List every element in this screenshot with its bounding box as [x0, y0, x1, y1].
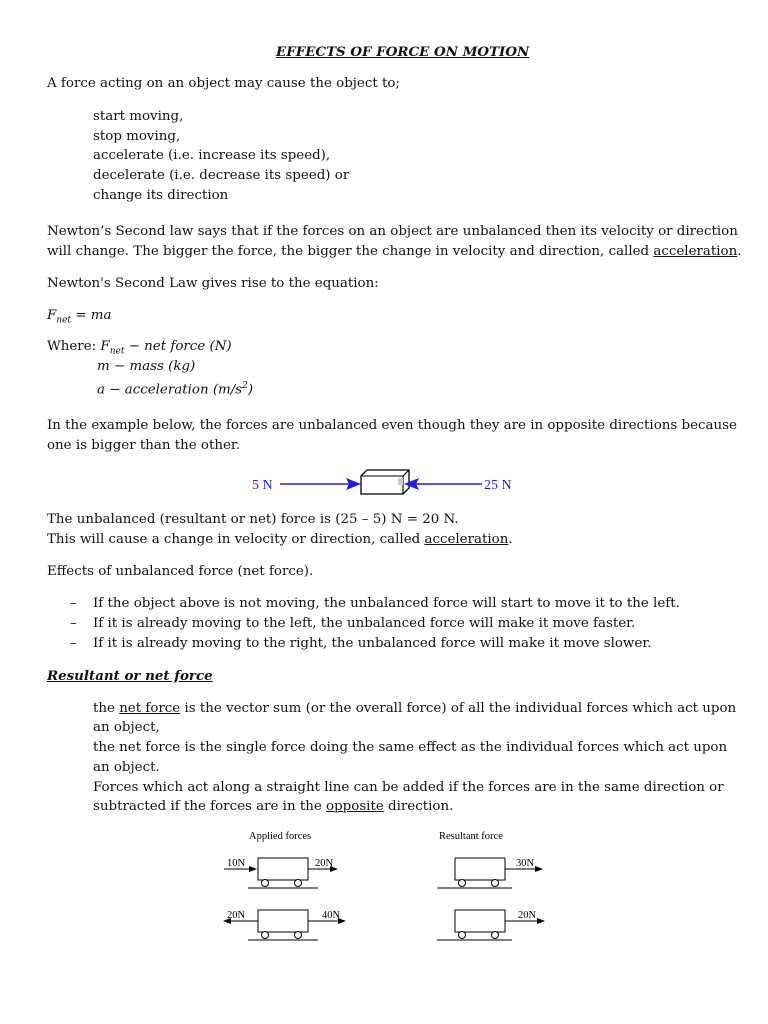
force-label: 20N [518, 910, 537, 921]
effect-item: decelerate (i.e. decrease its speed) or [93, 168, 350, 183]
dash-item: If it is already moving to the left, the unbalanced force will make it move faster. [93, 616, 636, 631]
opposite-term: opposite [326, 799, 384, 814]
dash-bullet: – [70, 616, 77, 631]
page-title: EFFECTS OF FORCE ON MOTION [276, 44, 530, 60]
equation-intro: Newton's Second Law gives rise to the equation: [47, 276, 379, 291]
resultant-line: Forces which act along a straight line can be added if the forces are in the same direction or [93, 780, 724, 795]
force-label: 20N [315, 858, 334, 869]
force-label: 10N [227, 858, 246, 869]
acceleration-term: acceleration [653, 244, 738, 259]
acceleration-term: acceleration [424, 532, 509, 547]
resultant-cart-row1 [437, 858, 542, 888]
applied-cart-row2 [224, 910, 345, 940]
dash-bullet: – [70, 636, 77, 651]
applied-forces-heading: Applied forces [249, 831, 312, 842]
eq-superscript: 2 [242, 381, 248, 391]
unbalanced-line [47, 530, 513, 549]
effects-heading: Effects of unbalanced force (net force). [47, 564, 314, 579]
text-run: will change. The bigger the force, the bigger the change in velocity and direction, called [47, 244, 654, 259]
left-force-label: 5 N [252, 478, 273, 493]
text-run: subtracted if the forces are in the [93, 799, 327, 814]
eq-symbol: F [100, 339, 110, 354]
newton-paragraph-line: Newton’s Second law says that if the forces on an object are unbalanced then its velocity or direction [47, 224, 738, 239]
eq-symbol: F [47, 308, 57, 323]
eq-subscript: net [109, 346, 125, 357]
resultant-cart-row2 [437, 910, 544, 940]
where-line [97, 377, 253, 399]
text-run: . [737, 244, 742, 259]
where-line: m − mass (kg) [97, 359, 196, 374]
effect-item: start moving, [93, 109, 184, 124]
applied-cart-row1 [224, 858, 337, 888]
dash-bullet: – [70, 596, 77, 611]
example-paragraph-line: In the example below, the forces are unbalanced even though they are in opposite directions because [47, 418, 737, 433]
resultant-line: the net force is the single force doing the same effect as the individual forces which act upon [93, 740, 728, 755]
force-label: 20N [227, 910, 246, 921]
resultant-heading: Resultant or net force [47, 668, 213, 684]
eq-definition: − net force (N) [124, 339, 232, 354]
force-label: 30N [516, 858, 535, 869]
force-box-diagram [0, 466, 768, 506]
text-run: . [508, 532, 513, 547]
unbalanced-line: The unbalanced (resultant or net) force is (25 – 5) N = 20 N. [47, 512, 459, 527]
eq-rhs: = ma [71, 308, 112, 323]
dash-item: If it is already moving to the right, the unbalanced force will make it move slower. [93, 636, 652, 651]
intro-paragraph: A force acting on an object may cause the object to; [47, 76, 400, 91]
right-force-label: 25 N [484, 478, 512, 493]
resultant-line [93, 699, 736, 718]
resultant-line: an object, [93, 720, 160, 735]
resultant-force-heading: Resultant force [439, 831, 503, 842]
text-run: This will cause a change in velocity or direction, called [47, 532, 425, 547]
text-run: direction. [383, 799, 454, 814]
where-label: Where: [47, 339, 101, 354]
effect-item: stop moving, [93, 129, 181, 144]
eq-definition: a − acceleration (m/s [97, 382, 243, 398]
eq-definition: ) [247, 382, 254, 398]
resultant-line [93, 797, 453, 816]
newton-paragraph-line [47, 242, 742, 261]
cart-force-diagram [0, 824, 768, 964]
force-label: 40N [322, 910, 341, 921]
text-run: the [93, 701, 120, 716]
effect-item: change its direction [93, 188, 229, 203]
resultant-line: an object. [93, 760, 160, 775]
eq-subscript: net [56, 315, 72, 326]
effect-item: accelerate (i.e. increase its speed), [93, 148, 331, 163]
net-force-term: net force [119, 701, 181, 716]
equation [47, 306, 111, 331]
text-run: is the vector sum (or the overall force) of all the individual forces which act upon [180, 701, 737, 716]
example-paragraph-line: one is bigger than the other. [47, 438, 241, 453]
dash-item: If the object above is not moving, the unbalanced force will start to move it to the left. [93, 596, 680, 611]
